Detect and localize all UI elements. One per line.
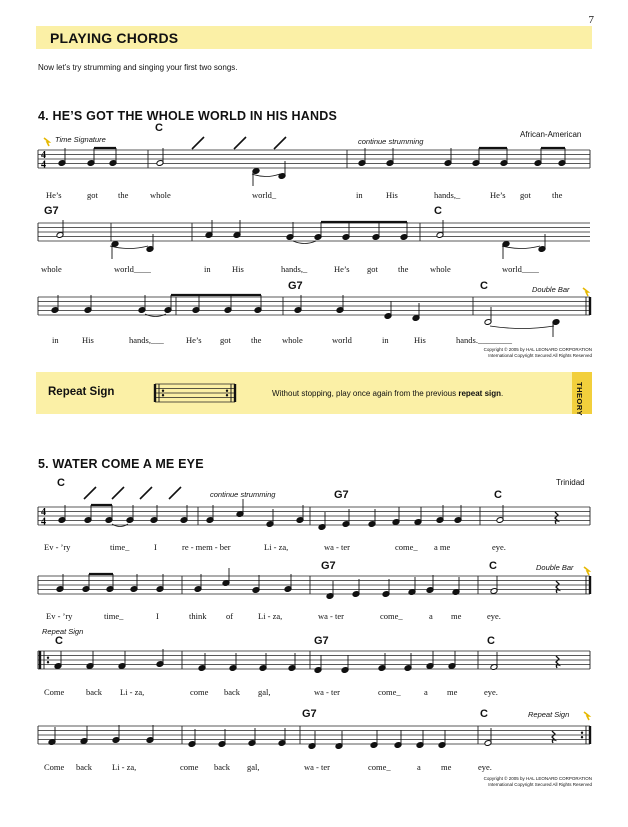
song1-copyright: Copyright © 2005 by HAL LEONARD CORPORATION International Copyright Secured All Rights Reserved <box>483 347 592 358</box>
song2-chord: C <box>57 477 65 489</box>
lyric-word: got <box>87 190 98 200</box>
song2-chord: C <box>489 560 497 572</box>
theory-tab-label: THEORY <box>575 382 584 416</box>
time-signature: 4 <box>41 150 46 161</box>
lyric-word: whole <box>430 264 451 274</box>
lyric-word: world____ <box>502 264 539 274</box>
strum-slash <box>84 487 96 499</box>
lyric-word: gal, <box>258 687 271 697</box>
lyric-word: His <box>414 335 426 345</box>
strum-slash <box>274 137 286 149</box>
strum-slash <box>140 487 152 499</box>
strum-slash <box>234 137 246 149</box>
lyric-word: come_ <box>368 762 391 772</box>
song2-double-bar-label: Double Bar <box>536 563 574 572</box>
song2-chord: G7 <box>321 560 336 572</box>
song2-copyright: Copyright © 2005 by HAL LEONARD CORPORATION International Copyright Secured All Rights Reserved <box>483 776 592 787</box>
song1-origin: African-American <box>520 130 582 139</box>
lyric-word: got <box>367 264 378 274</box>
lyric-word: me <box>451 611 462 621</box>
lyric-word: in <box>52 335 59 345</box>
lyric-word: wa - ter <box>314 687 340 697</box>
lyric-word: whole <box>282 335 303 345</box>
lyric-word: eye. <box>487 611 501 621</box>
song2-origin: Trinidad <box>556 478 585 487</box>
repeat-dot <box>162 390 164 392</box>
lyric-word: Li - za, <box>264 542 289 552</box>
lyric-word: world____ <box>114 264 151 274</box>
repeat-dot <box>581 736 583 738</box>
lyric-word: world_ <box>252 190 277 200</box>
lyric-word: back <box>214 762 231 772</box>
song1-continue-strumming: continue strumming <box>358 137 424 146</box>
song1-double-bar-label: Double Bar <box>532 285 570 294</box>
lyric-word: He’s <box>490 190 506 200</box>
strum-slash <box>192 137 204 149</box>
lyric-word: eye. <box>478 762 492 772</box>
song1-title: 4. HE’S GOT THE WHOLE WORLD IN HIS HANDS <box>38 109 337 123</box>
lyric-word: a <box>429 611 433 621</box>
quarter-rest <box>555 512 558 524</box>
strum-slash <box>169 487 181 499</box>
lyric-word: Li - za, <box>120 687 145 697</box>
tie <box>252 174 280 177</box>
lyric-word: Li - za, <box>112 762 137 772</box>
lyric-word: a me <box>434 542 451 552</box>
lyric-word: Ev - ’ry <box>46 611 73 621</box>
lyric-word: whole <box>150 190 171 200</box>
lyric-word: in <box>356 190 363 200</box>
song1-chord: C <box>434 205 442 217</box>
page-number: 7 <box>588 14 594 26</box>
repeat-dot <box>162 394 164 396</box>
lyric-word: got <box>520 190 531 200</box>
song1-chord: G7 <box>288 280 303 292</box>
lyric-word: back <box>86 687 103 697</box>
song2-chord: C <box>487 635 495 647</box>
lyric-word: He’s <box>334 264 350 274</box>
lyric-word: He’s <box>46 190 62 200</box>
lyric-word: me <box>441 762 452 772</box>
lyric-word: I <box>154 542 157 552</box>
lyric-word: the <box>118 190 129 200</box>
lyric-word: a <box>417 762 421 772</box>
lyric-word: eye. <box>492 542 506 552</box>
time-signature: 4 <box>41 516 46 528</box>
time-signature: 4 <box>41 507 46 518</box>
lyric-word: the <box>251 335 262 345</box>
lyric-word: back <box>76 762 93 772</box>
lyric-word: whole <box>41 264 62 274</box>
song2-chord: G7 <box>302 708 317 720</box>
lyric-word: Come <box>44 762 65 772</box>
lyric-word: think <box>189 611 207 621</box>
song2-chord: G7 <box>334 489 349 501</box>
repeat-dot <box>581 732 583 734</box>
time-signature-label: Time Signature <box>55 135 106 144</box>
lyric-word: a <box>424 687 428 697</box>
lyric-word: hands,___ <box>129 335 164 345</box>
lyric-word: hands,_ <box>434 190 461 200</box>
lyric-word: wa - ter <box>324 542 350 552</box>
lyric-word: eye. <box>484 687 498 697</box>
lyric-word: in <box>204 264 211 274</box>
lyric-word: hands.________ <box>456 335 512 345</box>
lyric-word: time_ <box>104 611 124 621</box>
repeat-dot <box>47 661 49 663</box>
tie <box>490 326 554 329</box>
lyric-word: of <box>226 611 234 621</box>
repeat-dot <box>47 657 49 659</box>
lyric-word: come_ <box>378 687 401 697</box>
lyric-word: back <box>224 687 241 697</box>
repeat-sign-title: Repeat Sign <box>48 386 115 398</box>
lyric-word: come_ <box>395 542 418 552</box>
song2-title: 5. WATER COME A ME EYE <box>38 457 204 471</box>
pointer-arrow <box>583 288 588 296</box>
repeat-dot <box>226 394 228 396</box>
lyric-word: the <box>398 264 409 274</box>
lyric-word: gal, <box>247 762 260 772</box>
song2-repeat-sign-label: Repeat Sign <box>42 627 84 636</box>
lyric-word: time_ <box>110 542 130 552</box>
lyric-word: Ev - ’ry <box>44 542 71 552</box>
song2-continue-strumming: continue strumming <box>210 490 276 499</box>
lyric-word: the <box>552 190 563 200</box>
lyric-word: come_ <box>380 611 403 621</box>
lyric-word: in <box>382 335 389 345</box>
song2-chord: C <box>494 489 502 501</box>
pointer-arrow <box>584 567 589 575</box>
song1-chord: C <box>155 122 163 134</box>
section-intro: Now let’s try strumming and singing your first two songs. <box>38 63 238 72</box>
lyric-word: wa - ter <box>304 762 330 772</box>
quarter-rest <box>556 581 559 593</box>
repeat-dot <box>226 390 228 392</box>
lyric-word: world <box>332 335 352 345</box>
quarter-rest <box>552 731 555 743</box>
lyric-word: Li - za, <box>258 611 283 621</box>
song1-chord: C <box>480 280 488 292</box>
strum-slash <box>112 487 124 499</box>
pointer-arrow <box>584 712 589 720</box>
lyric-word: come <box>190 687 209 697</box>
lyric-word: me <box>447 687 458 697</box>
repeat-sign-description: Without stopping, play once again from the previous repeat sign. <box>272 389 504 398</box>
section-title: PLAYING CHORDS <box>50 30 179 46</box>
song1-chord: G7 <box>44 205 59 217</box>
quarter-rest <box>556 656 559 668</box>
lyric-word: hands,_ <box>281 264 308 274</box>
lyric-word: He’s <box>186 335 202 345</box>
lyric-word: His <box>82 335 94 345</box>
lyric-word: wa - ter <box>318 611 344 621</box>
lyric-word: His <box>232 264 244 274</box>
lyric-word: I <box>156 611 159 621</box>
pointer-arrow <box>44 138 49 146</box>
song2-chord: C <box>55 635 63 647</box>
lyric-word: re - mem - ber <box>182 542 231 552</box>
lyric-word: got <box>220 335 231 345</box>
lyric-word: Come <box>44 687 65 697</box>
lyric-word: come <box>180 762 199 772</box>
tie <box>293 241 316 244</box>
song2-repeat-sign-label-end: Repeat Sign <box>528 710 570 719</box>
lyric-word: His <box>386 190 398 200</box>
time-signature: 4 <box>41 159 46 171</box>
song2-chord: C <box>480 708 488 720</box>
song2-chord: G7 <box>314 635 329 647</box>
